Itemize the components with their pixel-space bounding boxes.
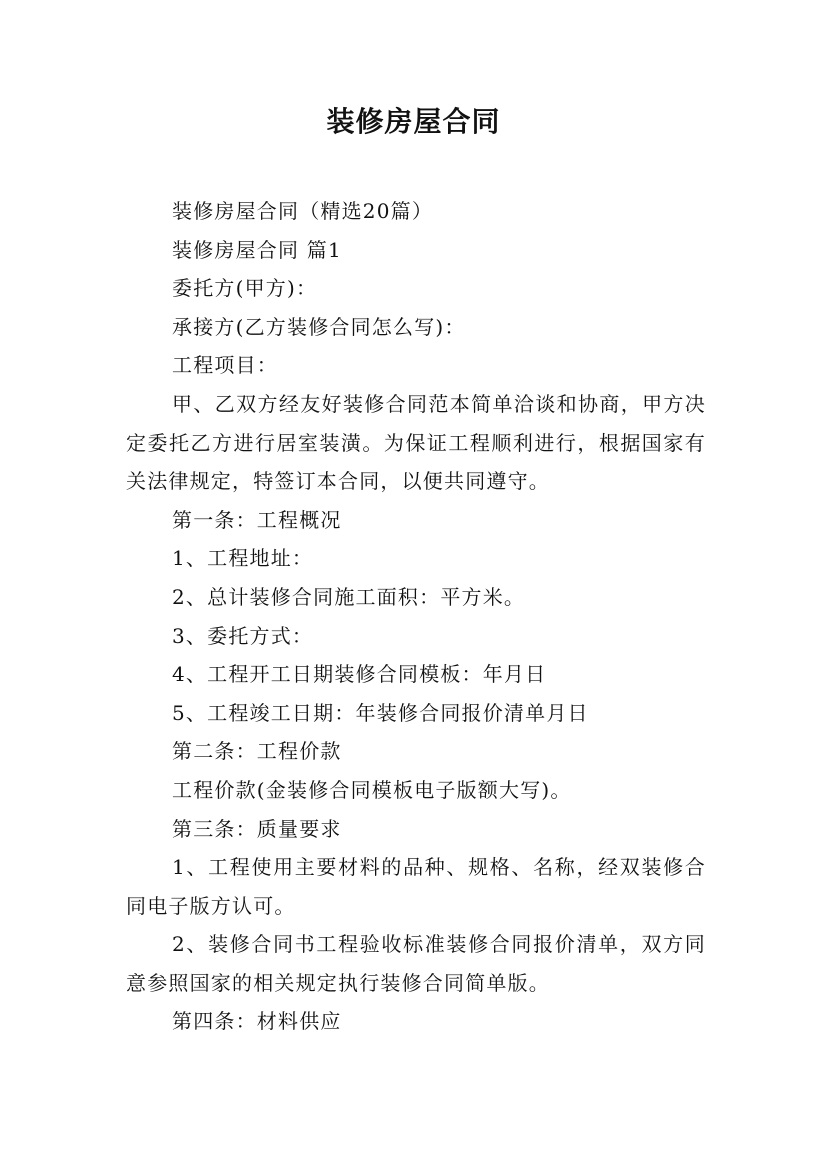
document-body bbox=[126, 192, 706, 1041]
paragraph-preamble: 甲、乙双方经友好装修合同范本简单洽谈和协商，甲方决定委托乙方进行居室装潢。为保证工程顺利进行，根据国家有关法律规定，特签订本合同，以便共同遵守。 bbox=[126, 391, 706, 494]
paragraph-subtitle: 装修房屋合同（精选20篇） bbox=[172, 199, 434, 223]
document-title: 装修房屋合同 bbox=[326, 105, 501, 138]
paragraph-article-4: 第四条：材料供应 bbox=[172, 1009, 342, 1034]
paragraph-price: 工程价款(金装修合同模板电子版额大写)。 bbox=[172, 777, 572, 802]
paragraph-party-b: 承接方(乙方装修合同怎么写)： bbox=[172, 314, 466, 339]
paragraph-item: 5、工程竣工日期：年装修合同报价清单月日 bbox=[172, 700, 589, 725]
paragraph-article-3: 第三条：质量要求 bbox=[172, 816, 342, 841]
paragraph-item: 2、装修合同书工程验收标准装修合同报价清单，双方同意参照国家的相关规定执行装修合同简单版。 bbox=[126, 932, 706, 995]
paragraph-item: 2、总计装修合同施工面积：平方米。 bbox=[172, 584, 526, 609]
paragraph-item: 3、委托方式： bbox=[172, 623, 314, 648]
paragraph-article-1: 第一条：工程概况 bbox=[172, 507, 342, 532]
paragraph-party-a: 委托方(甲方)： bbox=[172, 276, 318, 301]
paragraph-article-2: 第二条：工程价款 bbox=[172, 739, 342, 764]
paragraph-item: 1、工程使用主要材料的品种、规格、名称，经双装修合同电子版方认可。 bbox=[126, 855, 706, 918]
paragraph-section-heading: 装修房屋合同 篇1 bbox=[172, 237, 342, 262]
paragraph-project: 工程项目： bbox=[172, 353, 278, 378]
paragraph-item: 1、工程地址： bbox=[172, 546, 314, 571]
paragraph-item: 4、工程开工日期装修合同模板：年月日 bbox=[172, 662, 547, 687]
